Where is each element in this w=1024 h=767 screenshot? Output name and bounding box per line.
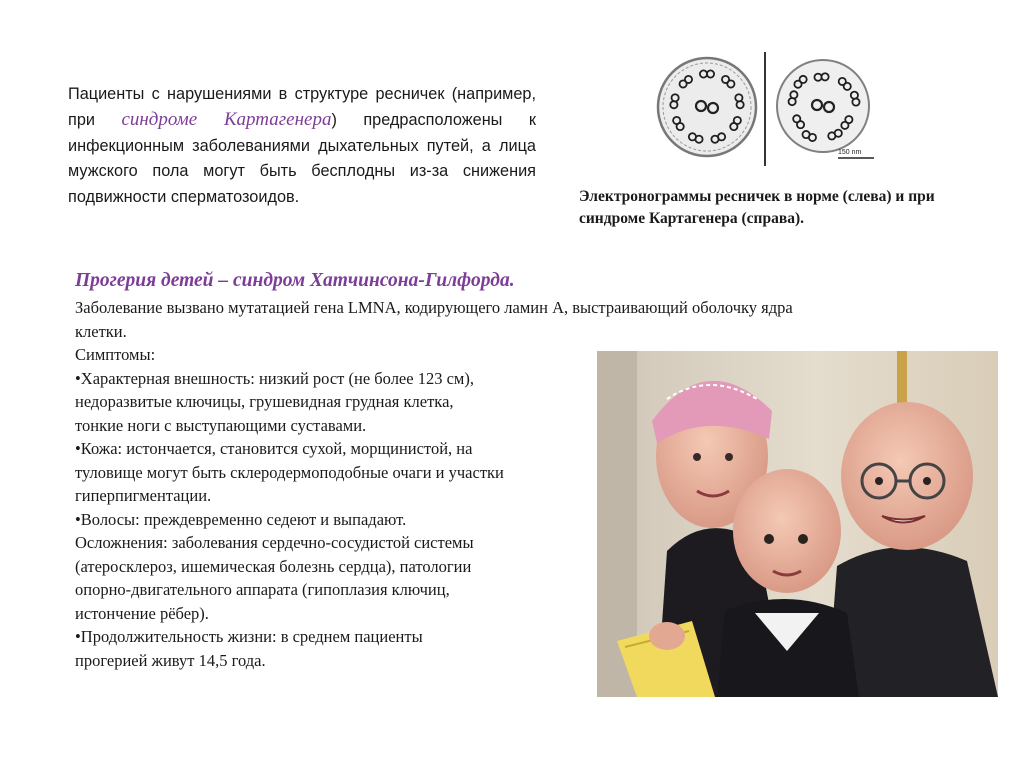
progeria-line: •Кожа: истончается, становится сухой, морщинистой, на (75, 439, 473, 458)
progeria-line: опорно-двигательного аппарата (гипоплазия ключиц, (75, 580, 450, 599)
intro-accent-term: синдроме Картагенера (121, 109, 332, 131)
progeria-line: гиперпигментации. (75, 486, 212, 505)
kartagener-cilium-cross-section (777, 60, 869, 152)
intro-text-after: ) предрасположены к инфекционным заболеваниями дыхательных путей, а лица мужского пола могут быть бесплодны из-за снижения подвижности сперматозоидов. (68, 111, 536, 206)
progeria-line: •Продолжительность жизни: в среднем пациенты (75, 627, 423, 646)
intro-paragraph (68, 82, 536, 210)
progeria-line: туловище могут быть склеродермоподобные очаги и участки (75, 462, 504, 482)
normal-cilium-cross-section (658, 58, 756, 156)
scale-label: 150 nm (838, 149, 862, 156)
progeria-line: Заболевание вызвано мутатацией гена LMNA, кодирующего ламин А, выстраивающий оболочку ядра (75, 298, 793, 317)
progeria-line: Симптомы: (75, 345, 156, 364)
progeria-line: Осложнения: заболевания сердечно-сосудистой системы (75, 533, 474, 552)
progeria-line: •Волосы: преждевременно седеют и выпадают. (75, 509, 407, 529)
progeria-line: (атеросклероз, ишемическая болезнь сердца), патологии (75, 556, 472, 576)
progeria-line: клетки. (75, 321, 127, 341)
progeria-line: истончение рёбер). (75, 603, 209, 623)
progeria-line: •Характерная внешность: низкий рост (не более 123 см), (75, 368, 474, 388)
micrograph-caption: Электронограммы ресничек в норме (слева) и при синдроме Картагенера (справа). (579, 188, 935, 227)
intro-text-before: Пациенты с нарушениями в структуре ресничек (например, при (68, 85, 536, 130)
progeria-children-photo (597, 351, 998, 697)
progeria-line: тонкие ноги с выступающими суставами. (75, 415, 367, 435)
progeria-heading: Прогерия детей – синдром Хатчинсона-Гилфорда. (75, 270, 515, 291)
progeria-line: недоразвитые ключицы, грушевидная грудная клетка, (75, 392, 454, 411)
cilia-micrograph (652, 50, 888, 168)
progeria-line: прогерией живут 14,5 года. (75, 650, 266, 670)
